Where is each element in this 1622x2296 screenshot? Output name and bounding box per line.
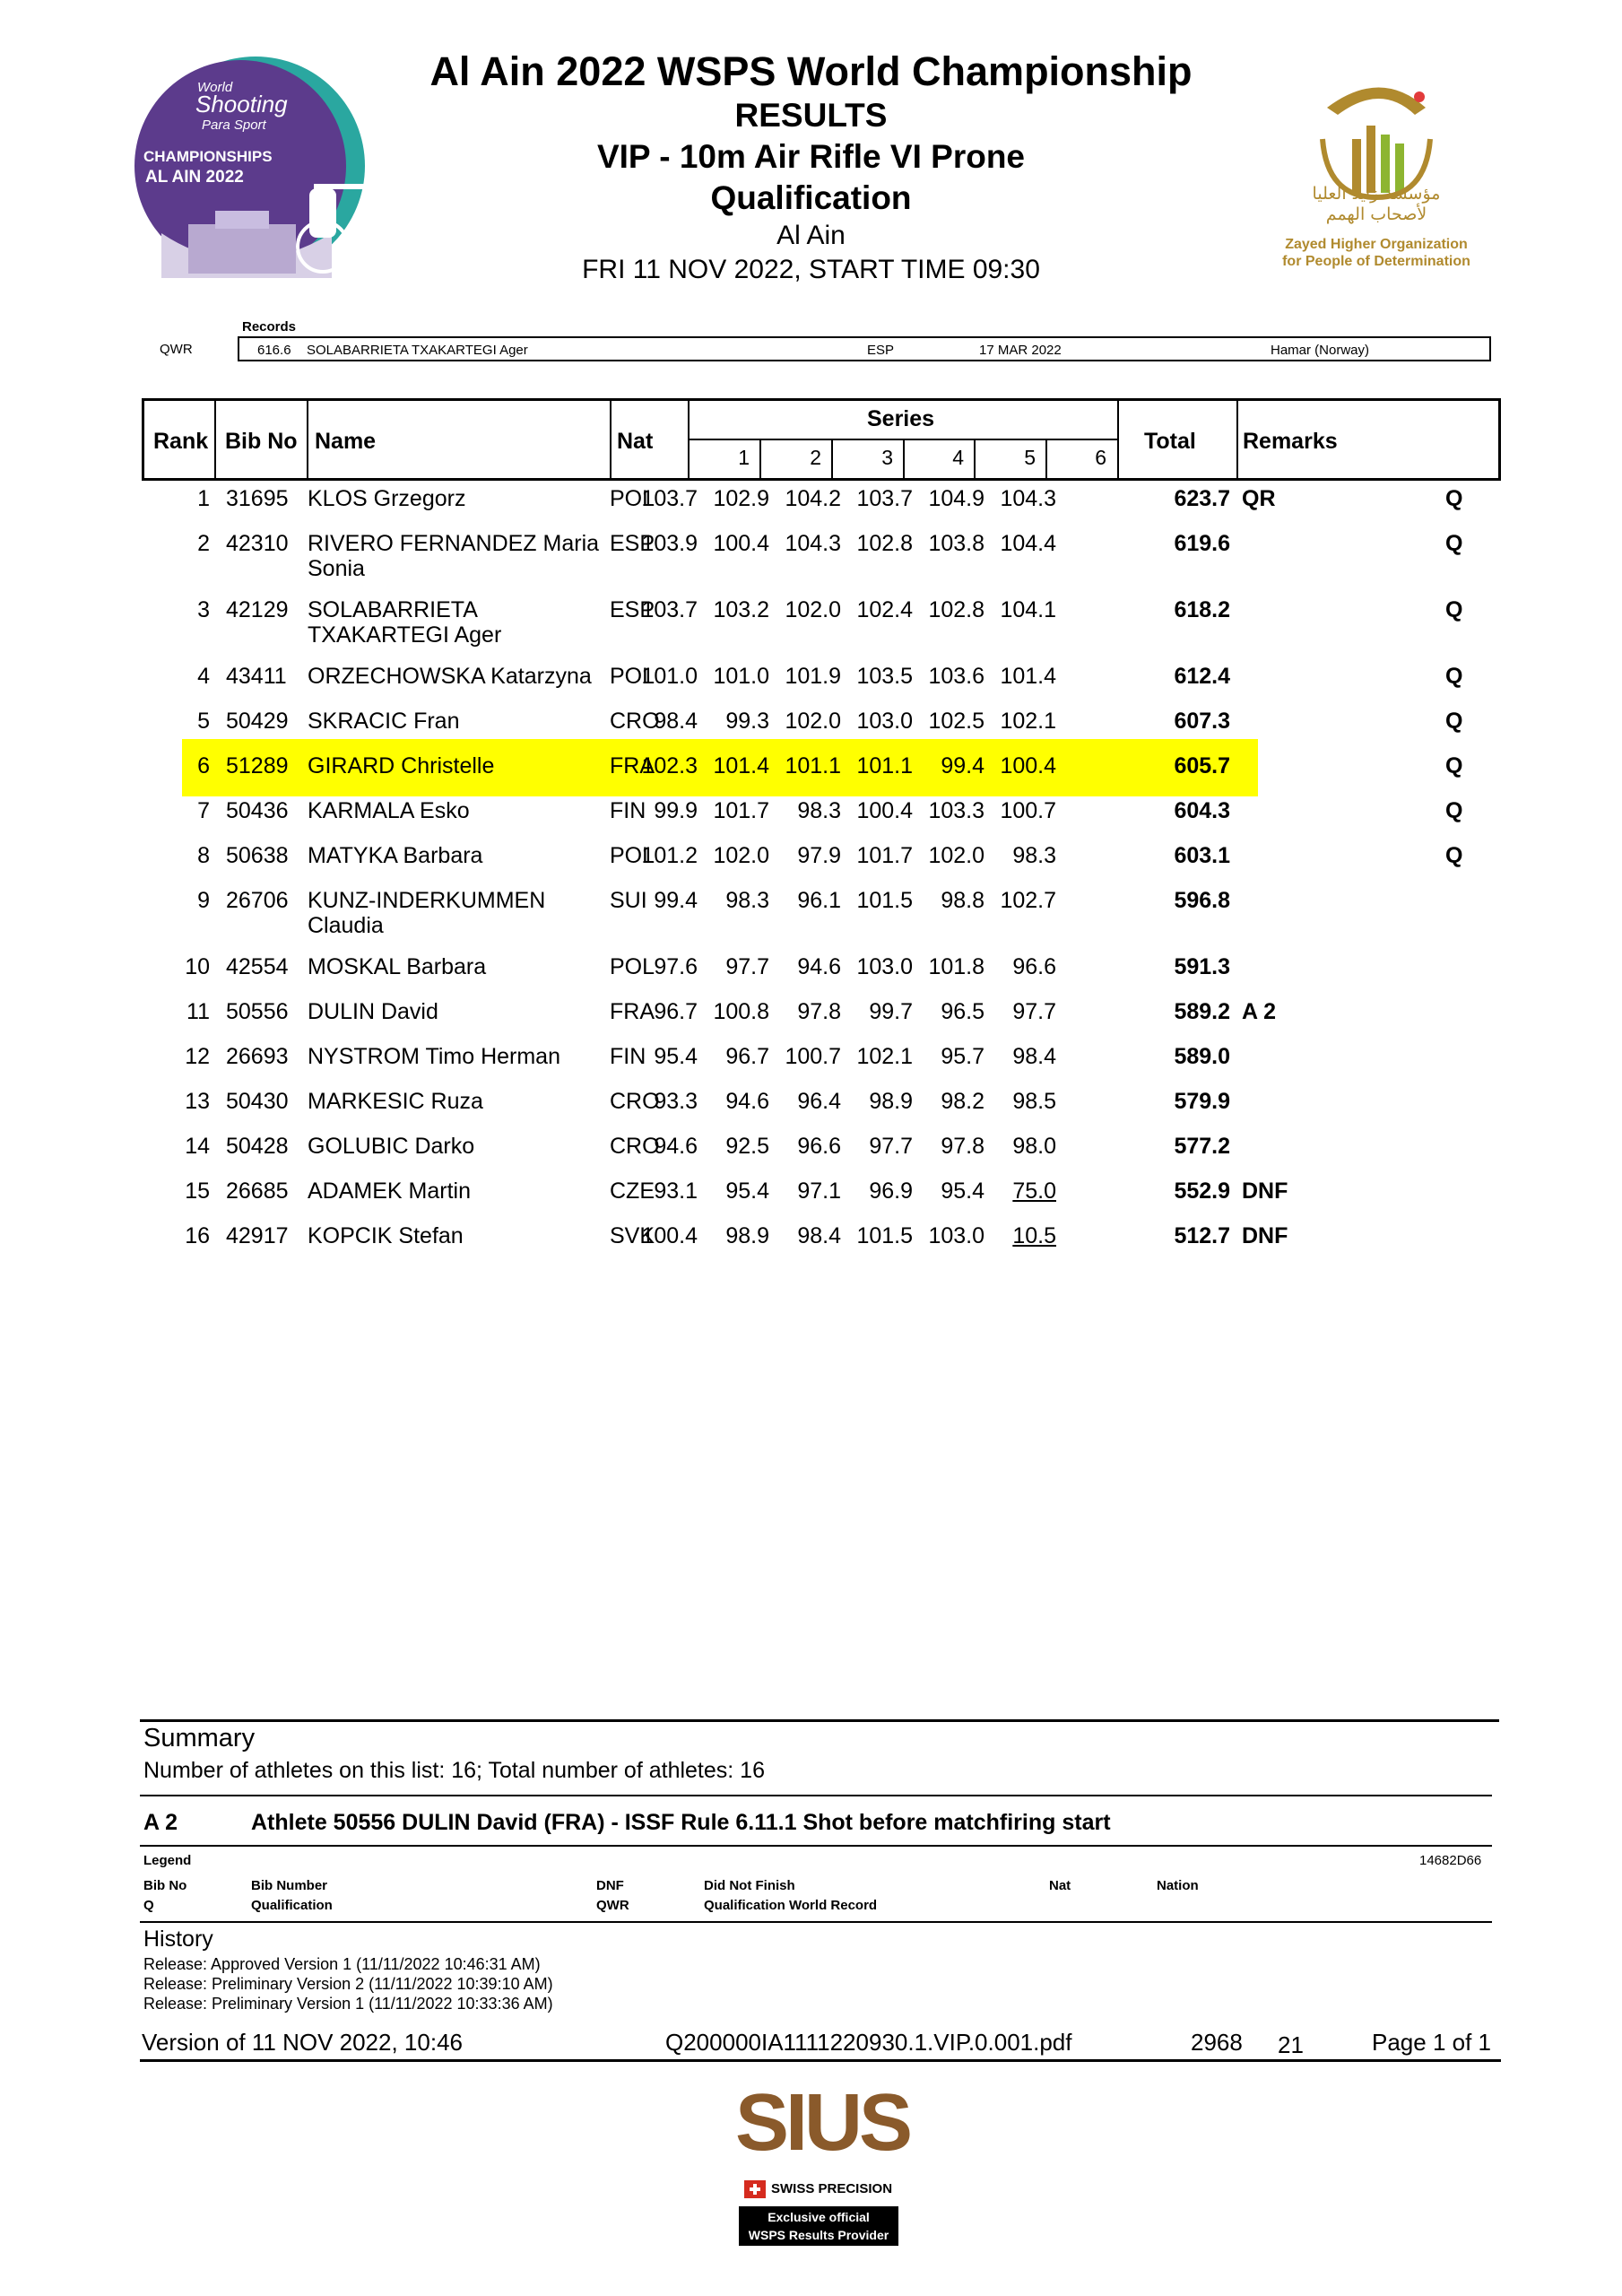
series-4-cell: 101.5 (856, 888, 913, 913)
bib-cell: 26706 (226, 888, 289, 913)
remark-cell: QR (1242, 486, 1276, 511)
total-cell: 596.8 (1174, 888, 1230, 913)
footer-number-2: 21 (1278, 2031, 1304, 2058)
sius-provider-badge (739, 2206, 898, 2246)
legend-nat-abbr: Nat (1049, 1878, 1071, 1893)
series-3-cell: 97.8 (797, 999, 841, 1024)
rank-cell: 10 (185, 954, 210, 979)
series-5-cell: 103.0 (928, 1223, 984, 1248)
bib-cell: 31695 (226, 486, 289, 511)
series-5-cell: 102.8 (928, 597, 984, 622)
table-row (0, 1042, 1622, 1087)
record-holder: SOLABARRIETA TXAKARTEGI Ager (307, 343, 528, 358)
rank-cell: 4 (197, 664, 210, 689)
date-time: FRI 11 NOV 2022, START TIME 09:30 (582, 255, 1040, 284)
series-4-cell: 102.4 (856, 597, 913, 622)
org-name-line2: for People of Determination (1282, 254, 1470, 269)
total-cell: 623.7 (1174, 486, 1230, 511)
qualified-cell: Q (1445, 486, 1463, 511)
total-cell: 618.2 (1174, 597, 1230, 622)
series-5-cell: 103.3 (928, 798, 984, 823)
series-5-cell: 102.0 (928, 843, 984, 868)
logo-alain-text: AL AIN 2022 (145, 168, 244, 187)
logo-parasport-text: Para Sport (202, 117, 266, 133)
series-5-cell: 103.6 (928, 664, 984, 689)
col-series-1: 1 (738, 446, 750, 469)
bib-cell: 51289 (226, 753, 289, 778)
bib-cell: 43411 (226, 664, 287, 689)
table-row (0, 1087, 1622, 1132)
bib-cell: 26693 (226, 1044, 289, 1069)
series-5-cell: 95.7 (941, 1044, 984, 1069)
total-cell: 512.7 (1174, 1223, 1230, 1248)
qualified-cell: Q (1445, 597, 1463, 622)
nat-cell: ESP (610, 531, 655, 556)
name-cell: GIRARD Christelle (308, 753, 495, 778)
table-row (0, 886, 1622, 938)
series-6-cell: 98.0 (1012, 1134, 1056, 1159)
series-1-cell: 97.6 (654, 954, 698, 979)
nat-cell: CRO (610, 1134, 660, 1159)
series-2-cell: 95.4 (725, 1178, 769, 1204)
version-info: Version of 11 NOV 2022, 10:46 (142, 2029, 463, 2056)
series-6-cell: 96.6 (1012, 954, 1056, 979)
series-6-cell: 104.4 (1000, 531, 1056, 556)
records-box (238, 336, 1491, 361)
series-6-cell: 104.3 (1000, 486, 1056, 511)
rank-cell: 9 (197, 888, 210, 913)
page-number: Page 1 of 1 (1372, 2029, 1491, 2056)
series-6-cell: 100.4 (1000, 753, 1056, 778)
name-cell: SOLABARRIETA TXAKARTEGI Ager (308, 597, 502, 648)
table-row (0, 662, 1622, 707)
series-2-cell: 99.3 (725, 709, 769, 734)
bib-cell: 42917 (226, 1223, 289, 1248)
rank-cell: 6 (197, 753, 210, 778)
series-5-cell: 95.4 (941, 1178, 984, 1204)
series-5-cell: 104.9 (928, 486, 984, 511)
table-row (0, 596, 1622, 648)
rank-cell: 11 (186, 999, 210, 1024)
bib-cell: 50556 (226, 999, 289, 1024)
col-remarks: Remarks (1243, 429, 1338, 454)
series-6-cell: 98.5 (1012, 1089, 1056, 1114)
history-release-1: Release: Approved Version 1 (11/11/2022 10:46:31 AM) (143, 1955, 541, 1973)
series-1-cell: 98.4 (654, 709, 698, 734)
total-cell: 591.3 (1174, 954, 1230, 979)
bib-cell: 50429 (226, 709, 289, 734)
series-3-cell: 98.3 (797, 798, 841, 823)
name-cell: KOPCIK Stefan (308, 1223, 464, 1248)
series-1-cell: 93.1 (654, 1178, 698, 1204)
series-6-cell: 98.3 (1012, 843, 1056, 868)
sius-provider-line2: WSPS Results Provider (748, 2228, 889, 2242)
series-4-cell: 103.5 (856, 664, 913, 689)
series-4-cell: 98.9 (869, 1089, 913, 1114)
series-4-cell: 100.4 (856, 798, 913, 823)
org-arabic-line2: لأصحاب الهمم (1325, 204, 1427, 224)
series-5-cell: 96.5 (941, 999, 984, 1024)
name-cell: DULIN David (308, 999, 438, 1024)
series-6-cell: 75.0 (1012, 1178, 1056, 1204)
series-1-cell: 96.7 (654, 999, 698, 1024)
remark-cell: DNF (1242, 1223, 1288, 1248)
legend-dnf-abbr: DNF (596, 1878, 624, 1893)
name-cell: MOSKAL Barbara (308, 954, 487, 979)
series-2-cell: 101.7 (713, 798, 769, 823)
name-cell: MATYKA Barbara (308, 843, 483, 868)
rank-cell: 8 (197, 843, 210, 868)
total-cell: 603.1 (1174, 843, 1230, 868)
bib-cell: 50436 (226, 798, 289, 823)
series-2-cell: 97.7 (725, 954, 769, 979)
series-1-cell: 103.7 (641, 597, 698, 622)
table-row (0, 796, 1622, 841)
records-label: Records (242, 319, 297, 335)
name-cell: ADAMEK Martin (308, 1178, 471, 1204)
legend-dnf-desc: Did Not Finish (704, 1878, 795, 1893)
series-3-cell: 102.0 (785, 709, 841, 734)
series-3-cell: 101.9 (785, 664, 841, 689)
name-cell: MARKESIC Ruza (308, 1089, 483, 1114)
record-code: QWR (160, 342, 193, 357)
table-row (0, 1222, 1622, 1266)
nat-cell: FRA (610, 999, 655, 1024)
rank-cell: 16 (185, 1223, 210, 1248)
qualified-cell: Q (1445, 531, 1463, 556)
total-cell: 589.2 (1174, 999, 1230, 1024)
sius-brand: SIUS (735, 2078, 910, 2168)
series-3-cell: 102.0 (785, 597, 841, 622)
total-cell: 579.9 (1174, 1089, 1230, 1114)
footer-number-1: 2968 (1191, 2029, 1243, 2056)
bib-cell: 42129 (226, 597, 289, 622)
rank-cell: 3 (197, 597, 210, 622)
name-cell: KLOS Grzegorz (308, 486, 466, 511)
table-row (0, 707, 1622, 752)
total-cell: 589.0 (1174, 1044, 1230, 1069)
summary-text: Number of athletes on this list: 16; Total number of athletes: 16 (143, 1758, 765, 1783)
col-name: Name (315, 429, 377, 454)
remark-cell: A 2 (1242, 999, 1276, 1024)
total-cell: 577.2 (1174, 1134, 1230, 1159)
legend-bib-desc: Bib Number (251, 1878, 328, 1893)
series-6-cell: 98.4 (1012, 1044, 1056, 1069)
series-3-cell: 97.1 (797, 1178, 841, 1204)
remark-cell: DNF (1242, 1178, 1288, 1204)
total-cell: 605.7 (1174, 753, 1230, 778)
name-cell: NYSTROM Timo Herman (308, 1044, 560, 1069)
note-code: A 2 (143, 1810, 178, 1835)
nat-cell: CRO (610, 709, 660, 734)
name-cell: KUNZ-INDERKUMMEN Claudia (308, 888, 546, 938)
series-3-cell: 96.1 (797, 888, 841, 913)
logo-championships-text: CHAMPIONSHIPS (143, 148, 273, 165)
series-4-cell: 101.1 (856, 753, 913, 778)
bib-cell: 42310 (226, 531, 289, 556)
record-date: 17 MAR 2022 (979, 343, 1062, 358)
name-cell: KARMALA Esko (308, 798, 470, 823)
event-name: VIP - 10m Air Rifle VI Prone (596, 138, 1026, 175)
name-cell: GOLUBIC Darko (308, 1134, 475, 1159)
history-title: History (143, 1926, 213, 1952)
series-2-cell: 96.7 (725, 1044, 769, 1069)
qualified-cell: Q (1445, 753, 1463, 778)
series-5-cell: 98.2 (941, 1089, 984, 1114)
series-6-cell: 100.7 (1000, 798, 1056, 823)
legend-q-desc: Qualification (251, 1898, 333, 1913)
history-release-2: Release: Preliminary Version 2 (11/11/2022 10:39:10 AM) (143, 1975, 553, 1993)
series-1-cell: 101.2 (641, 843, 698, 868)
series-5-cell: 101.8 (928, 954, 984, 979)
nat-cell: POL (610, 954, 655, 979)
sius-logo (735, 2078, 910, 2258)
series-1-cell: 94.6 (654, 1134, 698, 1159)
nat-cell: CZE (610, 1178, 655, 1204)
legend-bib-abbr: Bib No (143, 1878, 187, 1893)
series-4-cell: 103.7 (856, 486, 913, 511)
history-release-3: Release: Preliminary Version 1 (11/11/2022 10:33:36 AM) (143, 1995, 553, 2013)
legend-qwr-desc: Qualification World Record (704, 1898, 878, 1913)
series-2-cell: 102.0 (713, 843, 769, 868)
series-2-cell: 102.9 (713, 486, 769, 511)
nat-cell: FIN (610, 798, 646, 823)
series-2-cell: 103.2 (713, 597, 769, 622)
col-series-2: 2 (810, 446, 821, 469)
series-1-cell: 99.4 (654, 888, 698, 913)
org-arabic-line1: مؤسسة زايد العليا (1312, 184, 1441, 204)
series-4-cell: 96.9 (869, 1178, 913, 1204)
nat-cell: POL (610, 664, 655, 689)
sius-tagline: SWISS PRECISION (771, 2181, 893, 2196)
total-cell: 612.4 (1174, 664, 1230, 689)
series-3-cell: 104.3 (785, 531, 841, 556)
rank-cell: 2 (197, 531, 210, 556)
table-row (0, 484, 1622, 529)
series-1-cell: 100.4 (641, 1223, 698, 1248)
bib-cell: 42554 (226, 954, 289, 979)
venue: Al Ain (776, 221, 846, 250)
series-1-cell: 102.3 (641, 753, 698, 778)
table-row (0, 529, 1622, 581)
rank-cell: 1 (197, 486, 210, 511)
table-row (0, 997, 1622, 1042)
series-6-cell: 102.7 (1000, 888, 1056, 913)
rank-cell: 5 (197, 709, 210, 734)
series-4-cell: 99.7 (869, 999, 913, 1024)
series-1-cell: 99.9 (654, 798, 698, 823)
series-5-cell: 98.8 (941, 888, 984, 913)
series-4-cell: 101.7 (856, 843, 913, 868)
file-name: Q200000IA1111220930.1.VIP.0.001.pdf (665, 2029, 1072, 2056)
series-3-cell: 97.9 (797, 843, 841, 868)
series-5-cell: 97.8 (941, 1134, 984, 1159)
qualified-cell: Q (1445, 798, 1463, 823)
total-cell: 619.6 (1174, 531, 1230, 556)
qualified-cell: Q (1445, 664, 1463, 689)
legend-title: Legend (143, 1853, 192, 1868)
legend-qwr-abbr: QWR (596, 1898, 629, 1913)
record-score: 616.6 (257, 343, 291, 358)
rank-cell: 7 (197, 798, 210, 823)
name-cell: RIVERO FERNANDEZ Maria Sonia (308, 531, 600, 581)
series-2-cell: 92.5 (725, 1134, 769, 1159)
logo-shooting-text: Shooting (195, 91, 288, 117)
series-4-cell: 103.0 (856, 709, 913, 734)
name-cell: SKRACIC Fran (308, 709, 460, 734)
col-total: Total (1144, 429, 1196, 454)
col-bib: Bib No (225, 429, 298, 454)
name-cell: ORZECHOWSKA Katarzyna (308, 664, 592, 689)
rank-cell: 13 (185, 1089, 210, 1114)
col-nat: Nat (617, 429, 654, 454)
series-4-cell: 102.8 (856, 531, 913, 556)
championship-title: Al Ain 2022 WSPS World Championship (429, 48, 1193, 94)
nat-cell: SVK (610, 1223, 655, 1248)
nat-cell: POL (610, 843, 655, 868)
bib-cell: 50428 (226, 1134, 289, 1159)
phase-name: Qualification (710, 179, 912, 216)
series-2-cell: 100.8 (713, 999, 769, 1024)
rank-cell: 15 (185, 1178, 210, 1204)
nat-cell: CRO (610, 1089, 660, 1114)
col-series-6: 6 (1095, 446, 1106, 469)
nat-cell: FIN (610, 1044, 646, 1069)
table-row (0, 752, 1622, 796)
series-2-cell: 101.4 (713, 753, 769, 778)
logo-world-text: World (197, 80, 233, 95)
series-3-cell: 100.7 (785, 1044, 841, 1069)
summary-title: Summary (143, 1724, 256, 1752)
record-place: Hamar (Norway) (1271, 343, 1370, 358)
bib-cell: 50638 (226, 843, 289, 868)
series-5-cell: 99.4 (941, 753, 984, 778)
series-4-cell: 102.1 (856, 1044, 913, 1069)
series-1-cell: 103.9 (641, 531, 698, 556)
bib-cell: 26685 (226, 1178, 289, 1204)
col-series: Series (867, 406, 935, 431)
results-heading: RESULTS (734, 97, 888, 134)
total-cell: 607.3 (1174, 709, 1230, 734)
nat-cell: FRA (610, 753, 655, 778)
series-1-cell: 95.4 (654, 1044, 698, 1069)
legend-nat-desc: Nation (1157, 1878, 1199, 1893)
series-1-cell: 101.0 (641, 664, 698, 689)
series-2-cell: 101.0 (713, 664, 769, 689)
rank-cell: 14 (185, 1134, 210, 1159)
rank-cell: 12 (185, 1044, 210, 1069)
nat-cell: POL (610, 486, 655, 511)
note-text: Athlete 50556 DULIN David (FRA) - ISSF Rule 6.11.1 Shot before matchfiring start (251, 1810, 1111, 1835)
series-6-cell: 10.5 (1012, 1223, 1056, 1248)
total-cell: 552.9 (1174, 1178, 1230, 1204)
series-1-cell: 93.3 (654, 1089, 698, 1114)
legend-q-abbr: Q (143, 1898, 154, 1913)
series-2-cell: 98.9 (725, 1223, 769, 1248)
series-4-cell: 103.0 (856, 954, 913, 979)
col-rank: Rank (153, 429, 209, 454)
series-1-cell: 103.7 (641, 486, 698, 511)
col-series-4: 4 (952, 446, 964, 469)
total-cell: 604.3 (1174, 798, 1230, 823)
col-series-3: 3 (881, 446, 893, 469)
series-3-cell: 94.6 (797, 954, 841, 979)
series-2-cell: 94.6 (725, 1089, 769, 1114)
nat-cell: SUI (610, 888, 647, 913)
swiss-flag-icon (744, 2180, 766, 2198)
series-3-cell: 96.4 (797, 1089, 841, 1114)
series-3-cell: 101.1 (785, 753, 841, 778)
series-2-cell: 98.3 (725, 888, 769, 913)
series-6-cell: 97.7 (1012, 999, 1056, 1024)
zayed-organization-logo (1255, 72, 1497, 278)
series-2-cell: 100.4 (713, 531, 769, 556)
table-row (0, 1177, 1622, 1222)
series-4-cell: 101.5 (856, 1223, 913, 1248)
qualified-cell: Q (1445, 843, 1463, 868)
series-6-cell: 104.1 (1000, 597, 1056, 622)
bib-cell: 50430 (226, 1089, 289, 1114)
series-5-cell: 103.8 (928, 531, 984, 556)
series-3-cell: 98.4 (797, 1223, 841, 1248)
series-6-cell: 101.4 (1000, 664, 1056, 689)
doc-code: 14682D66 (1419, 1853, 1482, 1868)
qualified-cell: Q (1445, 709, 1463, 734)
nat-cell: ESP (610, 597, 655, 622)
results-table-header (142, 398, 1501, 481)
sius-provider-line1: Exclusive official (768, 2210, 870, 2224)
series-4-cell: 97.7 (869, 1134, 913, 1159)
series-6-cell: 102.1 (1000, 709, 1056, 734)
series-3-cell: 96.6 (797, 1134, 841, 1159)
record-nat: ESP (867, 343, 895, 358)
table-row (0, 952, 1622, 997)
org-name-line1: Zayed Higher Organization (1285, 237, 1468, 252)
col-series-5: 5 (1024, 446, 1036, 469)
series-5-cell: 102.5 (928, 709, 984, 734)
table-row (0, 1132, 1622, 1177)
table-row (0, 841, 1622, 886)
series-3-cell: 104.2 (785, 486, 841, 511)
